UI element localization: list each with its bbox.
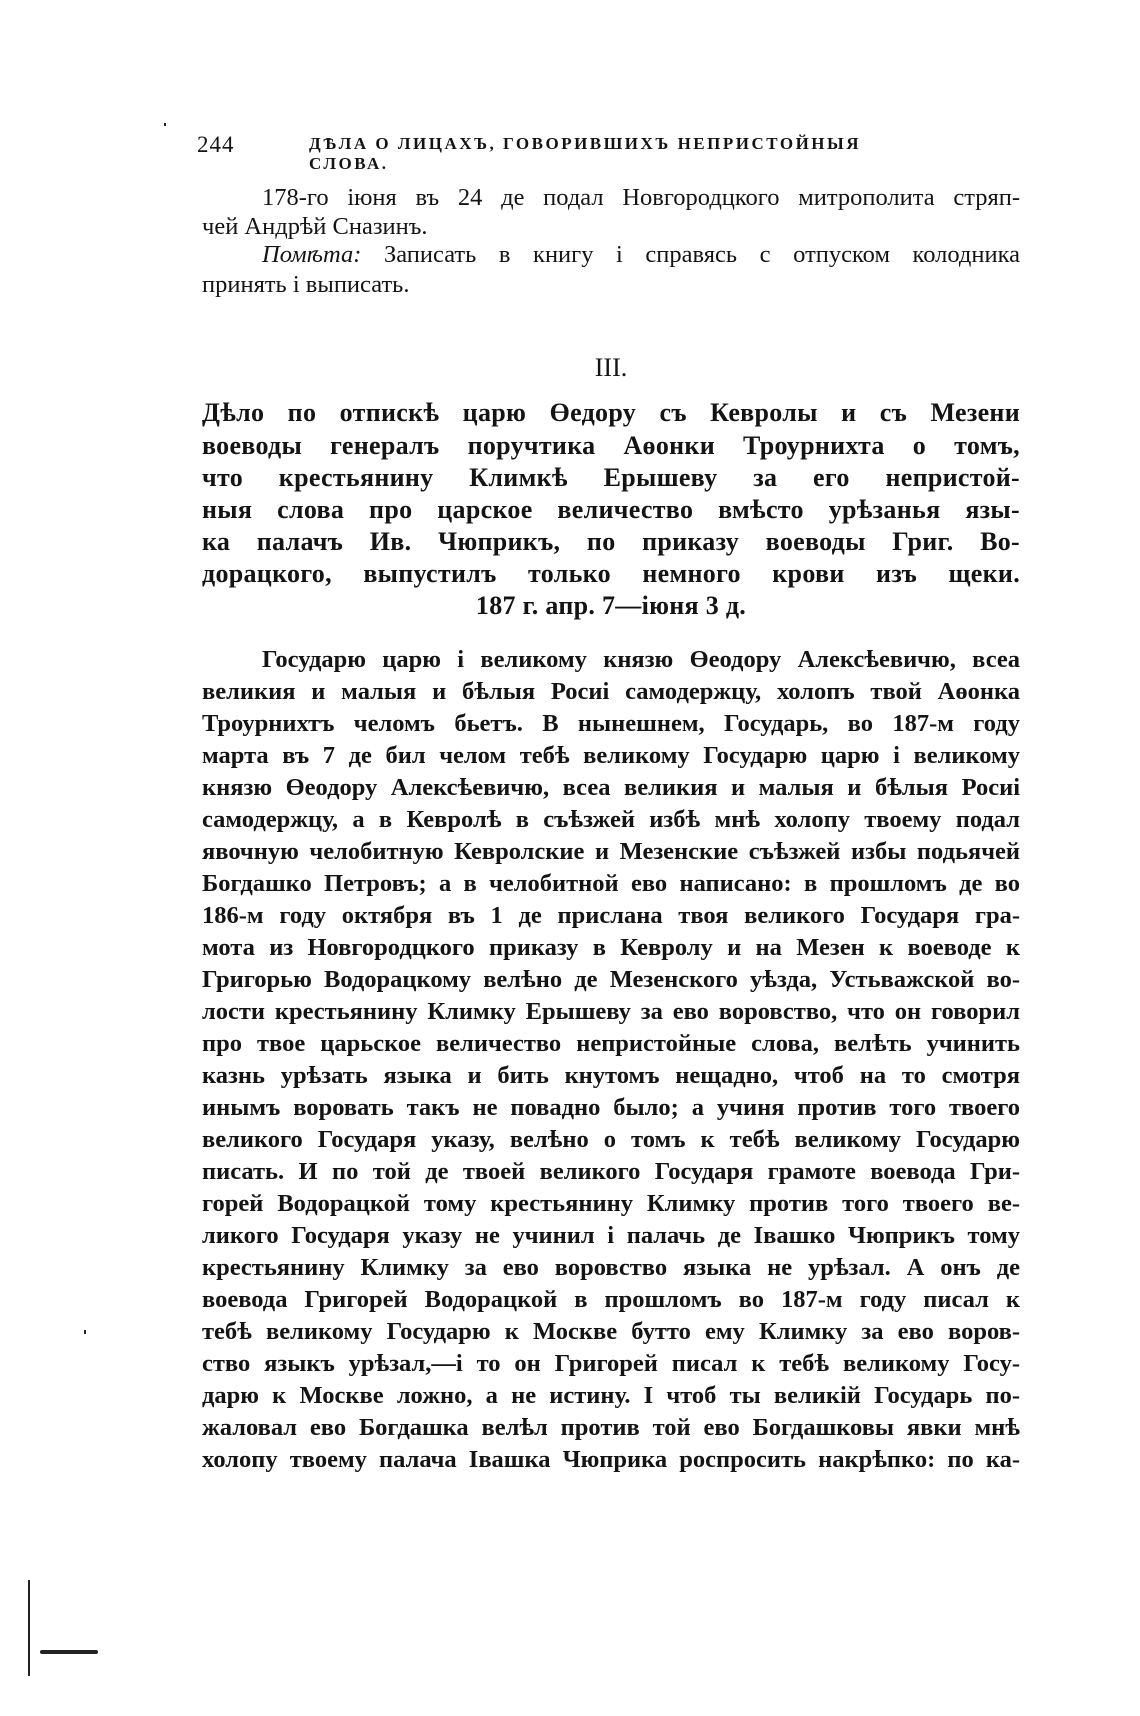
body-line: крестьянину Климку за ево воровство языка не урѣзал. А онъ де bbox=[202, 1254, 1020, 1281]
body-line: лости крестьянину Климку Ерышеву за ево воровство, что он говорил bbox=[202, 998, 1020, 1025]
body-line: тебѣ великому Государю к Москве бутто ему Климку за ево воров- bbox=[202, 1318, 1020, 1345]
scan-edge-line bbox=[28, 1580, 30, 1676]
page-header bbox=[197, 132, 917, 173]
page-number: 244 bbox=[197, 132, 235, 157]
intro-line: 178-го іюня въ 24 де подал Новгородцкого митрополита стряп- bbox=[262, 184, 1020, 211]
body-line: ликого Государя указу не учинил і палачь де Івашко Чюприкъ тому bbox=[202, 1222, 1020, 1249]
title-line: ка палачъ Ив. Чюприкъ, по приказу воеводы Григ. Во- bbox=[202, 527, 1020, 556]
body-line: жаловал ево Богдашка велѣл против той ево Богдашковы явки мнѣ bbox=[202, 1414, 1020, 1441]
speck-mark bbox=[164, 123, 166, 126]
note-label: Помѣта: bbox=[262, 241, 362, 268]
body-line: великого Государя указу, велѣно о томъ к тебѣ великому Государю bbox=[202, 1126, 1020, 1153]
note-line bbox=[262, 240, 1020, 270]
body-line: Государю царю і великому князю Өеодору Алексѣевичю, всеа bbox=[262, 646, 1020, 673]
body-line: великия и малыя и бѣлыя Росиі самодержцу, холопъ твой Аөонка bbox=[202, 678, 1020, 705]
body-line: Троурнихтъ челомъ бьетъ. В нынешнем, Государь, во 187-м году bbox=[202, 710, 1020, 737]
body-line: самодержцу, а в Кевролѣ в съѣзжей избѣ мнѣ холопу твоему подал bbox=[202, 806, 1020, 833]
body-line: Григорью Водорацкому велѣно де Мезенского уѣзда, Устьважской во- bbox=[202, 966, 1020, 993]
body-line: писать. И по той де твоей великого Государя грамоте воевода Гри- bbox=[202, 1158, 1020, 1185]
running-title: ДѢЛА О ЛИЦАХЪ, ГОВОРИВШИХЪ НЕПРИСТОЙНЫЯ СЛОВА. bbox=[309, 134, 861, 173]
note-line: принять і выписать. bbox=[202, 271, 410, 298]
body-line: 186-м году октября въ 1 де прислана твоя великого Государя гра- bbox=[202, 902, 1020, 929]
body-line: князю Өеодору Алексѣевичю, всеа великия и малыя и бѣлыя Росиі bbox=[202, 774, 1020, 801]
body-line: Богдашко Петровъ; а в челобитной ево написано: в прошломъ де во bbox=[202, 870, 1020, 897]
title-line: что крестьянину Климкѣ Ерышеву за его непристой- bbox=[202, 463, 1020, 492]
body-line: явочную челобитную Кевролские и Мезенские съѣзжей избы подьячей bbox=[202, 838, 1020, 865]
body-line: воевода Григорей Водорацкой в прошломъ во 187-м году писал к bbox=[202, 1286, 1020, 1313]
speck-mark bbox=[84, 1330, 86, 1334]
title-line: ныя слова про царское величество вмѣсто урѣзанья язы- bbox=[202, 495, 1020, 524]
title-line: Дѣло по отпискѣ царю Өедору съ Кевролы и съ Мезени bbox=[202, 398, 1020, 427]
section-number: III. bbox=[594, 353, 628, 382]
body-line: ство языкъ урѣзал,—і то он Григорей писал к тебѣ великому Госу- bbox=[202, 1350, 1020, 1377]
body-line: про твое царьское величество непристойные слова, велѣть учинить bbox=[202, 1030, 1020, 1057]
body-line: горей Водорацкой тому крестьянину Климку против того твоего ве- bbox=[202, 1190, 1020, 1217]
title-line: дорацкого, выпустилъ только немного крови изъ щеки. bbox=[202, 559, 1020, 588]
body-line: инымъ воровать такъ не повадно было; а учиня против того твоего bbox=[202, 1094, 1020, 1121]
scan-edge-smudge bbox=[40, 1650, 98, 1654]
body-line: казнь урѣзать языка и бить кнутомъ нещадно, чтоб на то смотря bbox=[202, 1062, 1020, 1089]
body-line: марта въ 7 де бил челом тебѣ великому Государю царю і великому bbox=[202, 742, 1020, 769]
title-line: воеводы генералъ поручтика Аөонки Троурнихта о томъ, bbox=[202, 431, 1020, 460]
intro-line: чей Андрѣй Сназинъ. bbox=[202, 213, 428, 240]
body-line: дарю к Москве ложно, а не истину. І чтоб ты великій Государь по- bbox=[202, 1382, 1020, 1409]
note-text: Записать в книгу і справясь с отпуском колодника bbox=[361, 241, 1020, 268]
title-date: 187 г. апр. 7—іюня 3 д. bbox=[475, 591, 747, 620]
body-line: холопу твоему палача Івашка Чюприка роспросить накрѣпко: по ка- bbox=[202, 1446, 1020, 1473]
body-line: мота из Новгородцкого приказу в Кевролу и на Мезен к воеводе к bbox=[202, 934, 1020, 961]
